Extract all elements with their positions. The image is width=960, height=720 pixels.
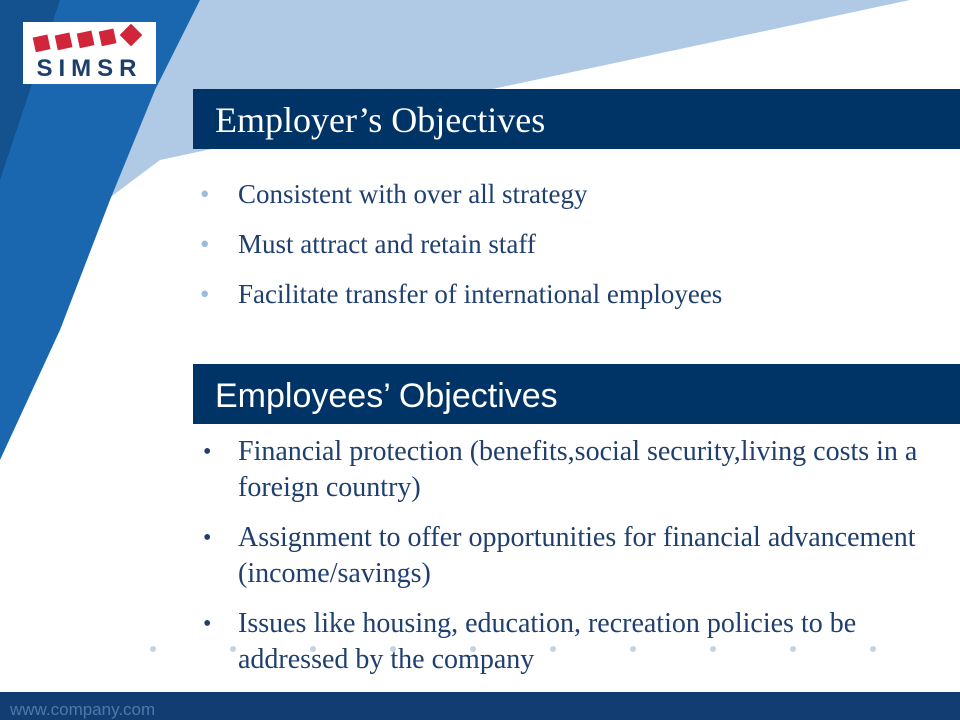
logo-text: SIMSR (36, 55, 143, 82)
decorative-dot (150, 646, 156, 652)
list-item-text: Facilitate transfer of international employees (238, 279, 723, 309)
section1-title: Employer’s Objectives (215, 100, 546, 140)
section2-title: Employees’ Objectives (215, 377, 558, 415)
footer-url: www.company.com (10, 700, 156, 719)
list-item-text: Financial protection (benefits,social security,living costs in a foreign country) (238, 436, 918, 503)
list-item (200, 179, 722, 210)
employer-objectives-list (200, 179, 722, 329)
section1-banner (193, 89, 960, 149)
list-item-text: Assignment to offer opportunities for financial advancement (income/savings) (238, 522, 916, 589)
simsr-logo (23, 22, 156, 84)
bullet-icon: • (200, 279, 210, 309)
list-item-text: Consistent with over all strategy (238, 179, 588, 209)
section2-banner (193, 364, 960, 424)
bullet-icon: • (203, 439, 212, 465)
logo-squares-icon (30, 24, 150, 56)
bullet-icon: • (203, 611, 212, 637)
list-item-text: Issues like housing, education, recreation policies to be addressed by the company (238, 608, 857, 675)
list-item (200, 279, 722, 310)
list-item (200, 606, 920, 678)
list-item (200, 229, 722, 260)
bullet-icon: • (200, 229, 210, 259)
list-item-text: Must attract and retain staff (238, 229, 536, 259)
list-item (200, 434, 920, 506)
list-item (200, 520, 920, 592)
bullet-icon: • (200, 179, 210, 209)
bullet-icon: • (203, 525, 212, 551)
employee-objectives-list (200, 434, 920, 692)
